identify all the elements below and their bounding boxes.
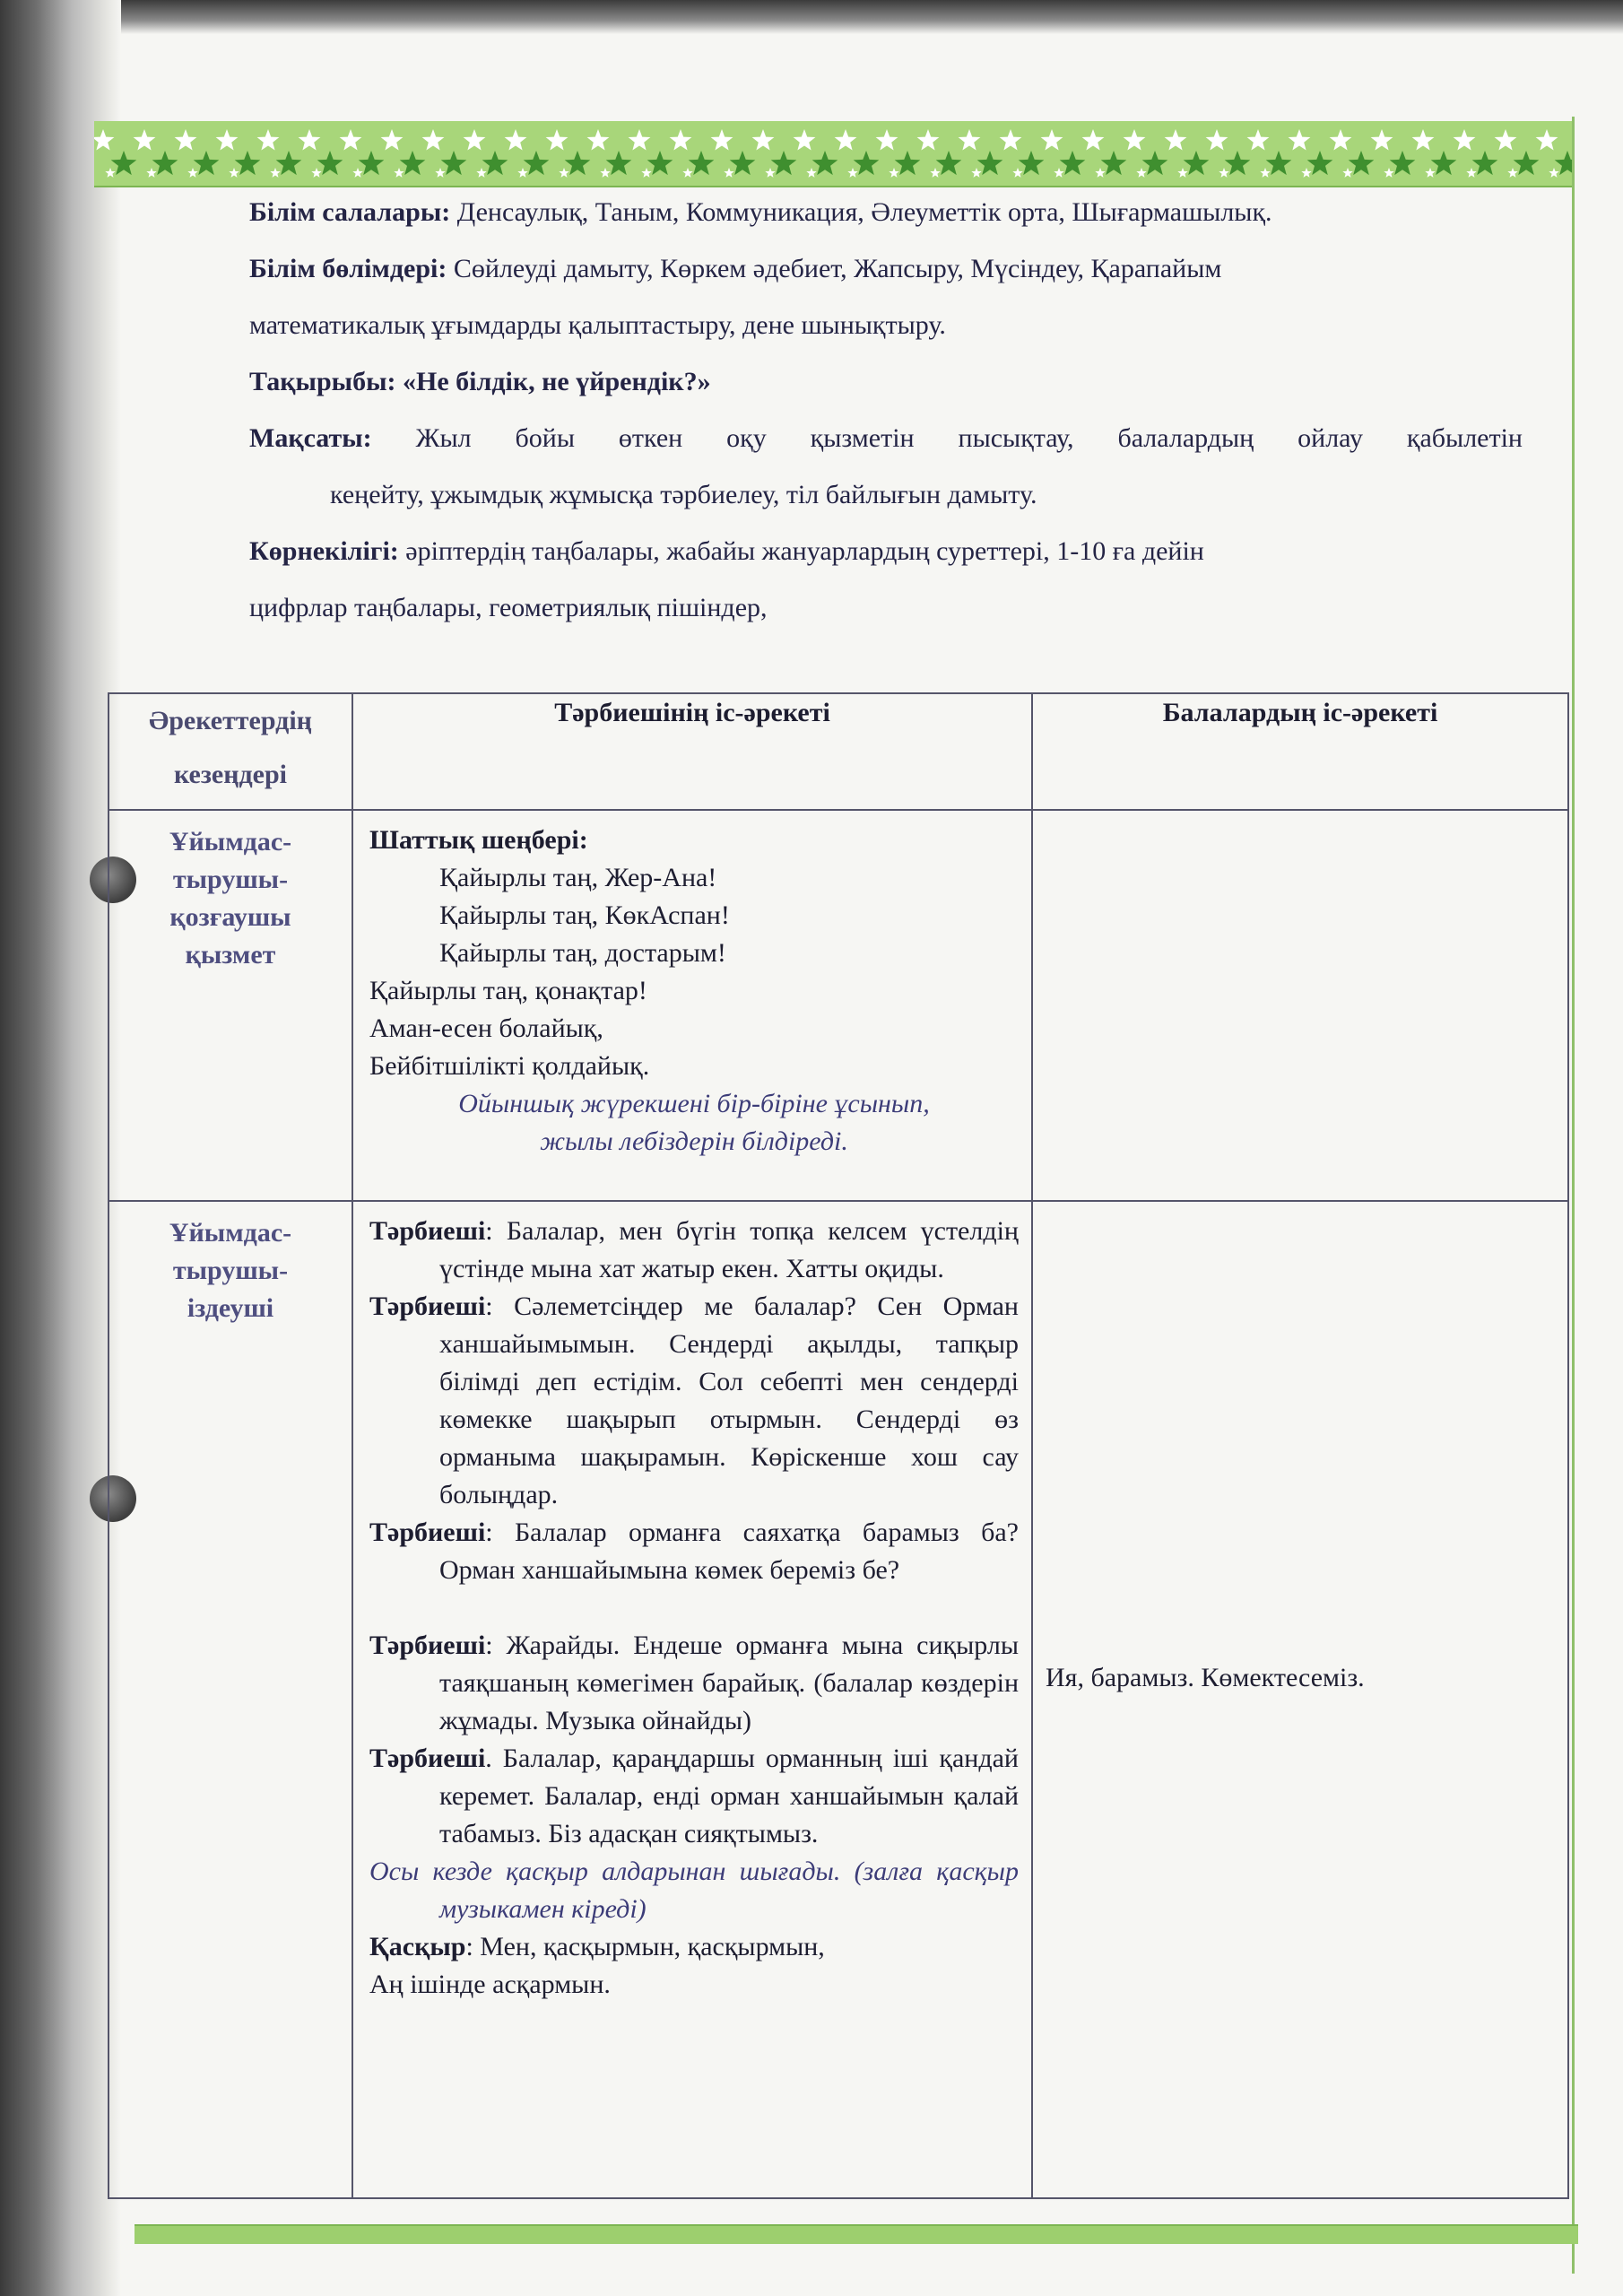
star-icon	[1095, 168, 1105, 178]
teacher-cell-1	[352, 810, 1032, 1201]
star-icon	[1307, 151, 1333, 175]
star-icon	[1041, 129, 1063, 151]
header-children: Балалардың іс-әрекеті	[1032, 693, 1568, 810]
children-cell-2	[1032, 1201, 1568, 2198]
stage-line: қозғаушы	[169, 902, 291, 932]
bottom-border-decoration	[135, 2224, 1578, 2244]
wolf-speech-line1	[369, 1928, 1019, 1966]
star-icon	[794, 129, 816, 151]
star-icon	[394, 168, 404, 178]
speaker-label: Тәрбиеші	[369, 1518, 486, 1547]
star-icon	[299, 129, 321, 151]
star-icon	[524, 151, 550, 175]
star-icon	[854, 151, 880, 175]
star-icon	[476, 168, 486, 178]
star-icon	[1206, 129, 1228, 151]
star-icon	[1384, 168, 1393, 178]
visual-line1: әріптердің таңбалары, жабайы жануарлардың суреттері, 1-10 ға дейін	[398, 536, 1204, 566]
visual-line2: цифрлар таңбалары, геометриялық пішіндер,	[249, 593, 768, 622]
star-icon	[559, 168, 568, 178]
star-icon	[629, 129, 651, 151]
star-icon	[1454, 129, 1476, 151]
header-stages-line2: кезеңдері	[173, 760, 288, 789]
speech-text: : Мен, қасқырмын, қасқырмын,	[465, 1932, 825, 1961]
teacher-speech-1	[369, 1213, 1019, 1288]
activity-note: Осы кезде қасқыр алдарынан шығады. (залға қасқыр музыкамен кіреді)	[369, 1857, 1019, 1924]
intro-goal	[249, 410, 1523, 466]
star-icon	[711, 129, 733, 151]
star-icon	[1136, 168, 1146, 178]
intro-sections	[249, 240, 1523, 297]
star-icon	[257, 129, 280, 151]
wolf-speech-line2: Аң ішінде асқармын.	[369, 1970, 611, 1999]
star-icon	[889, 168, 898, 178]
star-icon	[146, 168, 156, 178]
star-icon	[565, 151, 591, 175]
stage-line: Ұйымдас-	[169, 1218, 292, 1248]
star-icon	[1466, 168, 1476, 178]
speech-text: . Балалар, қараңдаршы орманның іші қандай керемет. Балалар, енді орман ханшайымын қалай табамыз. Біз адасқан сияқтымыз.	[439, 1744, 1019, 1848]
star-icon	[1082, 129, 1105, 151]
goal-line1: Жыл бойы өткен оқу қызметін пысықтау, балалардың ойлау қабылетін	[371, 423, 1523, 453]
star-icon	[1555, 151, 1572, 175]
teacher-cell-2	[352, 1201, 1032, 2198]
spacer	[369, 1589, 1019, 1627]
star-icon	[977, 151, 1003, 175]
star-icon	[930, 168, 940, 178]
star-icon	[647, 151, 673, 175]
stage-line: қызмет	[185, 940, 276, 970]
star-icon	[400, 151, 426, 175]
star-icon	[1019, 151, 1045, 175]
stage-cell-1	[108, 810, 352, 1201]
children-response: Ия, барамыз. Көмектесеміз.	[1046, 1663, 1365, 1692]
star-icon	[1260, 168, 1270, 178]
star-icon	[505, 129, 527, 151]
sections-label: Білім бөлімдері:	[249, 254, 447, 283]
star-icon	[936, 151, 962, 175]
activity-note-line2: жылы лебіздерін білдіреді.	[540, 1126, 848, 1156]
star-icon	[1184, 151, 1210, 175]
table-row	[108, 1201, 1568, 2198]
speaker-label: Тәрбиеші	[369, 1292, 486, 1321]
star-icon	[1472, 151, 1498, 175]
star-icon	[311, 168, 321, 178]
star-icon	[464, 129, 486, 151]
star-icon	[422, 129, 445, 151]
speaker-label: Тәрбиеші	[369, 1631, 486, 1660]
star-icon	[359, 151, 385, 175]
intro-areas	[249, 184, 1523, 240]
stage-line: іздеуші	[187, 1293, 274, 1323]
star-icon	[1342, 168, 1352, 178]
speech-text: : Жарайды. Ендеше орманға мына сиқырлы таяқшаның көмегімен барайық. (балалар көздерін жұмады. Музыка ойнайды)	[439, 1631, 1019, 1735]
star-icon	[765, 168, 775, 178]
stage-line: тырушы-	[172, 1256, 289, 1285]
star-icon	[1165, 129, 1187, 151]
speaker-label: Тәрбиеші	[369, 1216, 486, 1246]
teacher-speech-5	[369, 1740, 1019, 1853]
star-icon	[152, 151, 178, 175]
activity-note-line1: Ойыншық жүрекшені бір-біріне ұсынып,	[458, 1089, 930, 1118]
stars-icon	[94, 121, 1572, 186]
star-icon	[187, 168, 197, 178]
star-icon	[730, 151, 756, 175]
table-row	[108, 810, 1568, 1201]
star-icon	[1507, 168, 1517, 178]
star-icon	[441, 151, 467, 175]
star-icon	[1425, 168, 1435, 178]
star-icon	[1124, 129, 1146, 151]
star-icon	[1060, 151, 1086, 175]
star-icon	[847, 168, 857, 178]
table-header-row	[108, 693, 1568, 810]
star-icon	[482, 151, 508, 175]
children-cell-1	[1032, 810, 1568, 1201]
star-icon	[1514, 151, 1540, 175]
star-icon	[435, 168, 445, 178]
star-icon	[1549, 168, 1558, 178]
star-icon	[1101, 151, 1127, 175]
goal-line2: кеңейту, ұжымдық жұмысқа тәрбиелеу, тіл байлығын дамыту.	[330, 480, 1037, 509]
star-icon	[689, 151, 715, 175]
areas-label: Білім салалары:	[249, 197, 451, 227]
star-icon	[752, 129, 775, 151]
sections-line2: математикалық ұғымдарды қалыптастыру, дене шынықтыру.	[249, 310, 946, 340]
star-icon	[1142, 151, 1168, 175]
lesson-intro	[249, 184, 1523, 636]
star-icon	[959, 129, 981, 151]
star-icon	[276, 151, 302, 175]
star-icon	[340, 129, 362, 151]
teacher-speech-4	[369, 1627, 1019, 1740]
star-icon	[587, 129, 610, 151]
topic-value: «Не білдік, не үйрендік?»	[395, 367, 711, 396]
star-icon	[806, 168, 816, 178]
star-icon	[216, 129, 239, 151]
star-icon	[1390, 151, 1416, 175]
star-icon	[317, 151, 343, 175]
star-icon	[1412, 129, 1435, 151]
star-icon	[1289, 129, 1311, 151]
stage-cell-2	[108, 1201, 352, 2198]
star-icon	[876, 129, 898, 151]
poem-line: Қайырлы таң, КөкАспан!	[439, 900, 730, 930]
speech-text: : Балалар орманға саяхатқа барамыз ба? Орман ханшайымына көмек береміз бе?	[439, 1518, 1019, 1585]
speaker-label: Қасқыр	[369, 1932, 466, 1961]
poem-line: Қайырлы таң, қонақтар!	[369, 976, 647, 1005]
star-icon	[134, 129, 156, 151]
star-icon	[175, 129, 197, 151]
topic-label: Тақырыбы:	[249, 367, 396, 396]
teacher-speech-2	[369, 1288, 1019, 1514]
star-icon	[194, 151, 220, 175]
star-icon	[105, 168, 115, 178]
teacher-speech-3	[369, 1514, 1019, 1589]
star-icon	[812, 151, 838, 175]
star-icon	[1371, 129, 1393, 151]
star-icon	[1225, 151, 1251, 175]
visual-label: Көрнекілігі:	[249, 536, 399, 566]
star-icon	[517, 168, 527, 178]
poem-line: Қайырлы таң, Жер-Ана!	[439, 863, 717, 892]
stage-line: тырушы-	[172, 865, 289, 894]
intro-topic	[249, 353, 1523, 410]
speaker-label: Тәрбиеші	[369, 1744, 486, 1773]
poem-line: Бейбітшілікті қолдайық.	[369, 1051, 650, 1081]
star-icon	[724, 168, 733, 178]
sections-line1: Сөйлеуді дамыту, Көркем әдебиет, Жапсыру, Мүсіндеу, Қарапайым	[447, 254, 1222, 283]
star-icon	[917, 129, 940, 151]
star-icon	[1012, 168, 1022, 178]
star-icon	[835, 129, 857, 151]
star-icon	[1330, 129, 1352, 151]
greeting-circle-title: Шаттық шеңбері:	[369, 825, 588, 855]
star-icon	[1431, 151, 1457, 175]
lesson-table	[108, 692, 1569, 2199]
star-icon	[1495, 129, 1517, 151]
star-icon	[381, 129, 404, 151]
speech-text: : Балалар, мен бүгін топқа келсем үстелдің үстінде мына хат жатыр екен. Хатты оқиды.	[439, 1216, 1019, 1283]
star-icon	[1177, 168, 1187, 178]
star-icon	[1349, 151, 1375, 175]
intro-visual	[249, 523, 1523, 579]
scan-top-edge	[0, 0, 1623, 34]
star-icon	[1247, 129, 1270, 151]
stage-line: Ұйымдас-	[169, 827, 292, 857]
poem-line: Қайырлы таң, достарым!	[439, 938, 726, 968]
header-teacher: Тәрбиешінің іс-әрекеті	[352, 693, 1032, 810]
star-icon	[1536, 129, 1558, 151]
speech-text: : Сәлеметсіңдер ме балалар? Сен Орман ханшайымымын. Сендерді ақылды, тапқыр білімді деп естідім. Сол себепті мен сендерді көмекке шақырып отырмын. Сендерді өз орманыма шақырамын. Көріскенше хош сау болыңдар.	[439, 1292, 1019, 1509]
star-icon	[111, 151, 137, 175]
star-icon	[971, 168, 981, 178]
star-icon	[546, 129, 568, 151]
star-icon	[1054, 168, 1063, 178]
star-icon	[641, 168, 651, 178]
star-icon	[1266, 151, 1292, 175]
star-icon	[270, 168, 280, 178]
star-icon	[600, 168, 610, 178]
header-stages-line1: Әрекеттердің	[149, 706, 312, 735]
star-icon	[606, 151, 632, 175]
star-icon	[895, 151, 921, 175]
star-icon	[1301, 168, 1311, 178]
star-icon	[682, 168, 692, 178]
poem-line: Аман-есен болайық,	[369, 1013, 603, 1043]
star-icon	[670, 129, 692, 151]
star-icon	[771, 151, 797, 175]
star-icon	[352, 168, 362, 178]
star-icon	[94, 129, 114, 151]
star-icon	[1000, 129, 1022, 151]
goal-label: Мақсаты:	[249, 423, 372, 453]
areas-value: Денсаулық, Таным, Коммуникация, Әлеуметтік орта, Шығармашылық.	[450, 197, 1272, 227]
star-border-decoration	[94, 121, 1572, 187]
star-icon	[1219, 168, 1228, 178]
star-icon	[229, 168, 239, 178]
header-stages	[108, 693, 352, 810]
star-icon	[235, 151, 261, 175]
